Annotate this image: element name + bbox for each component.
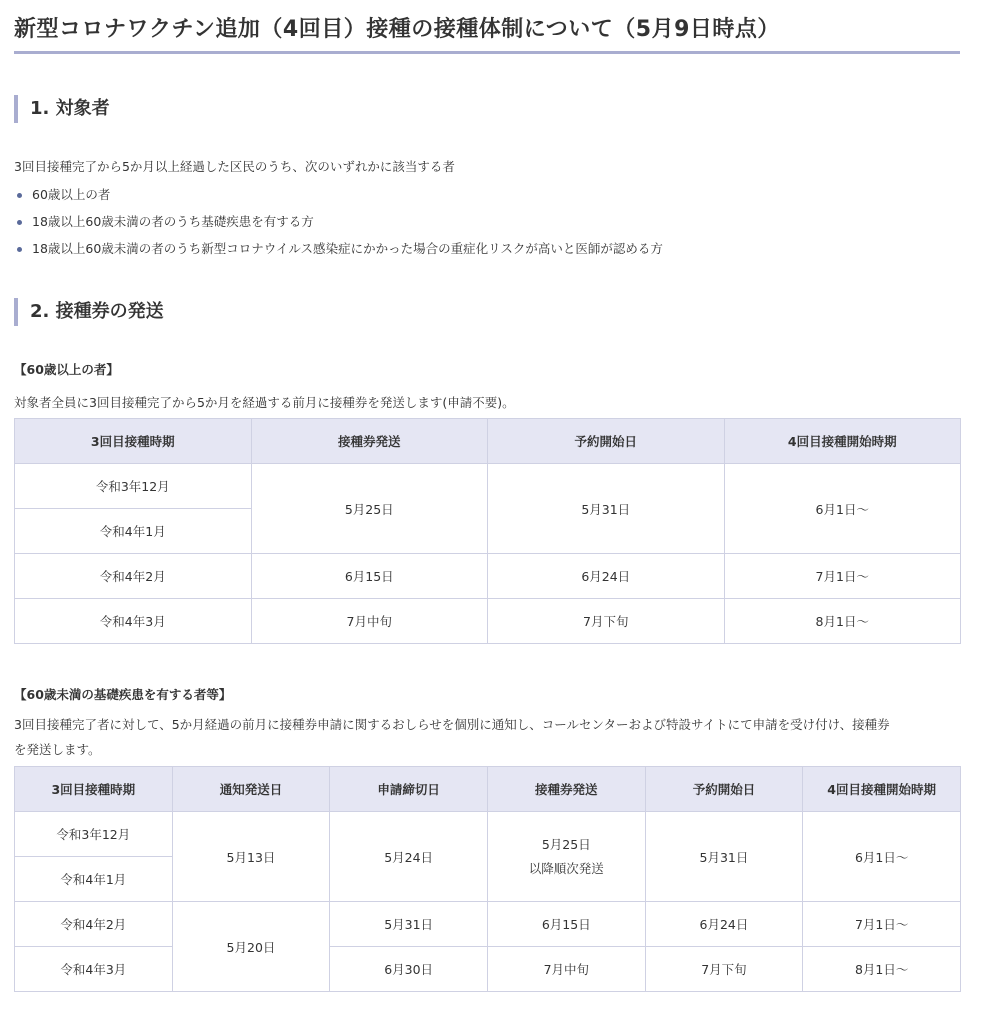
desc-under60-line2: を発送します。 bbox=[14, 742, 101, 757]
table-cell: 6月1日～ bbox=[803, 812, 961, 902]
target-list bbox=[14, 184, 663, 265]
table-cell: 令和4年3月 bbox=[15, 599, 252, 644]
table-row bbox=[15, 812, 961, 857]
table-cell: 令和4年1月 bbox=[15, 509, 252, 554]
schedule-table-60plus bbox=[14, 418, 961, 644]
table-cell: 6月15日 bbox=[251, 554, 488, 599]
column-header: 接種券発送 bbox=[251, 419, 488, 464]
column-header: 予約開始日 bbox=[645, 767, 803, 812]
table-header-row bbox=[15, 767, 961, 812]
table-cell: 7月中旬 bbox=[487, 947, 645, 992]
column-header: 接種券発送 bbox=[487, 767, 645, 812]
table-cell: 令和4年2月 bbox=[15, 902, 173, 947]
table-cell: 5月20日 bbox=[172, 902, 330, 992]
column-header: 4回目接種開始時期 bbox=[803, 767, 961, 812]
column-header: 3回目接種時期 bbox=[15, 767, 173, 812]
table-cell: 令和4年3月 bbox=[15, 947, 173, 992]
table-cell: 5月31日 bbox=[488, 464, 725, 554]
table-cell: 令和3年12月 bbox=[15, 464, 252, 509]
subheading-60plus: 【60歳以上の者】 bbox=[14, 362, 119, 377]
table-cell bbox=[487, 812, 645, 902]
subheading-under60: 【60歳未満の基礎疾患を有する者等】 bbox=[14, 687, 232, 702]
table-cell: 8月1日～ bbox=[724, 599, 961, 644]
list-item: 60歳以上の者 bbox=[14, 184, 663, 211]
table-header-row bbox=[15, 419, 961, 464]
page-title: 新型コロナワクチン追加（4回目）接種の接種体制について（5月9日時点） bbox=[14, 12, 960, 54]
schedule-table-under60 bbox=[14, 766, 961, 992]
column-header: 申請締切日 bbox=[330, 767, 488, 812]
table-cell: 7月1日～ bbox=[803, 902, 961, 947]
table-row bbox=[15, 599, 961, 644]
table-cell: 5月13日 bbox=[172, 812, 330, 902]
table-cell: 6月30日 bbox=[330, 947, 488, 992]
column-header: 通知発送日 bbox=[172, 767, 330, 812]
table-cell: 8月1日～ bbox=[803, 947, 961, 992]
table-cell: 7月1日～ bbox=[724, 554, 961, 599]
table-cell: 令和4年2月 bbox=[15, 554, 252, 599]
table-cell: 5月31日 bbox=[330, 902, 488, 947]
table-row bbox=[15, 554, 961, 599]
table-cell: 6月24日 bbox=[488, 554, 725, 599]
table-cell: 7月中旬 bbox=[251, 599, 488, 644]
table-row bbox=[15, 902, 961, 947]
table-cell: 6月15日 bbox=[487, 902, 645, 947]
table-cell: 5月25日 bbox=[251, 464, 488, 554]
list-item: 18歳以上60歳未満の者のうち新型コロナウイルス感染症にかかった場合の重症化リスクが高いと医師が認める方 bbox=[14, 238, 663, 265]
section-heading-target: 1. 対象者 bbox=[14, 95, 970, 123]
table-cell: 7月下旬 bbox=[645, 947, 803, 992]
table-cell: 7月下旬 bbox=[488, 599, 725, 644]
column-header: 予約開始日 bbox=[488, 419, 725, 464]
target-intro: 3回目接種完了から5か月以上経過した区民のうち、次のいずれかに該当する者 bbox=[14, 159, 455, 174]
send-date-line: 5月25日 bbox=[541, 836, 591, 852]
table-cell: 令和3年12月 bbox=[15, 812, 173, 857]
section-heading-ticket: 2. 接種券の発送 bbox=[14, 298, 970, 326]
table-cell: 5月31日 bbox=[645, 812, 803, 902]
desc-60plus: 対象者全員に3回目接種完了から5か月を経過する前月に接種券を発送します(申請不要)。 bbox=[14, 395, 515, 410]
table-cell: 令和4年1月 bbox=[15, 857, 173, 902]
column-header: 4回目接種開始時期 bbox=[724, 419, 961, 464]
column-header: 3回目接種時期 bbox=[15, 419, 252, 464]
table-row bbox=[15, 464, 961, 509]
table-cell: 5月24日 bbox=[330, 812, 488, 902]
table-cell: 6月1日～ bbox=[724, 464, 961, 554]
desc-under60-line1: 3回目接種完了者に対して、5か月経過の前月に接種券申請に関するおしらせを個別に通知し、コールセンターおよび特設サイトにて申請を受け付け、接種券 bbox=[14, 717, 890, 732]
table-row bbox=[15, 947, 961, 992]
table-cell: 6月24日 bbox=[645, 902, 803, 947]
send-note-line: 以降順次発送 bbox=[528, 860, 604, 876]
list-item: 18歳以上60歳未満の者のうち基礎疾患を有する方 bbox=[14, 211, 663, 238]
